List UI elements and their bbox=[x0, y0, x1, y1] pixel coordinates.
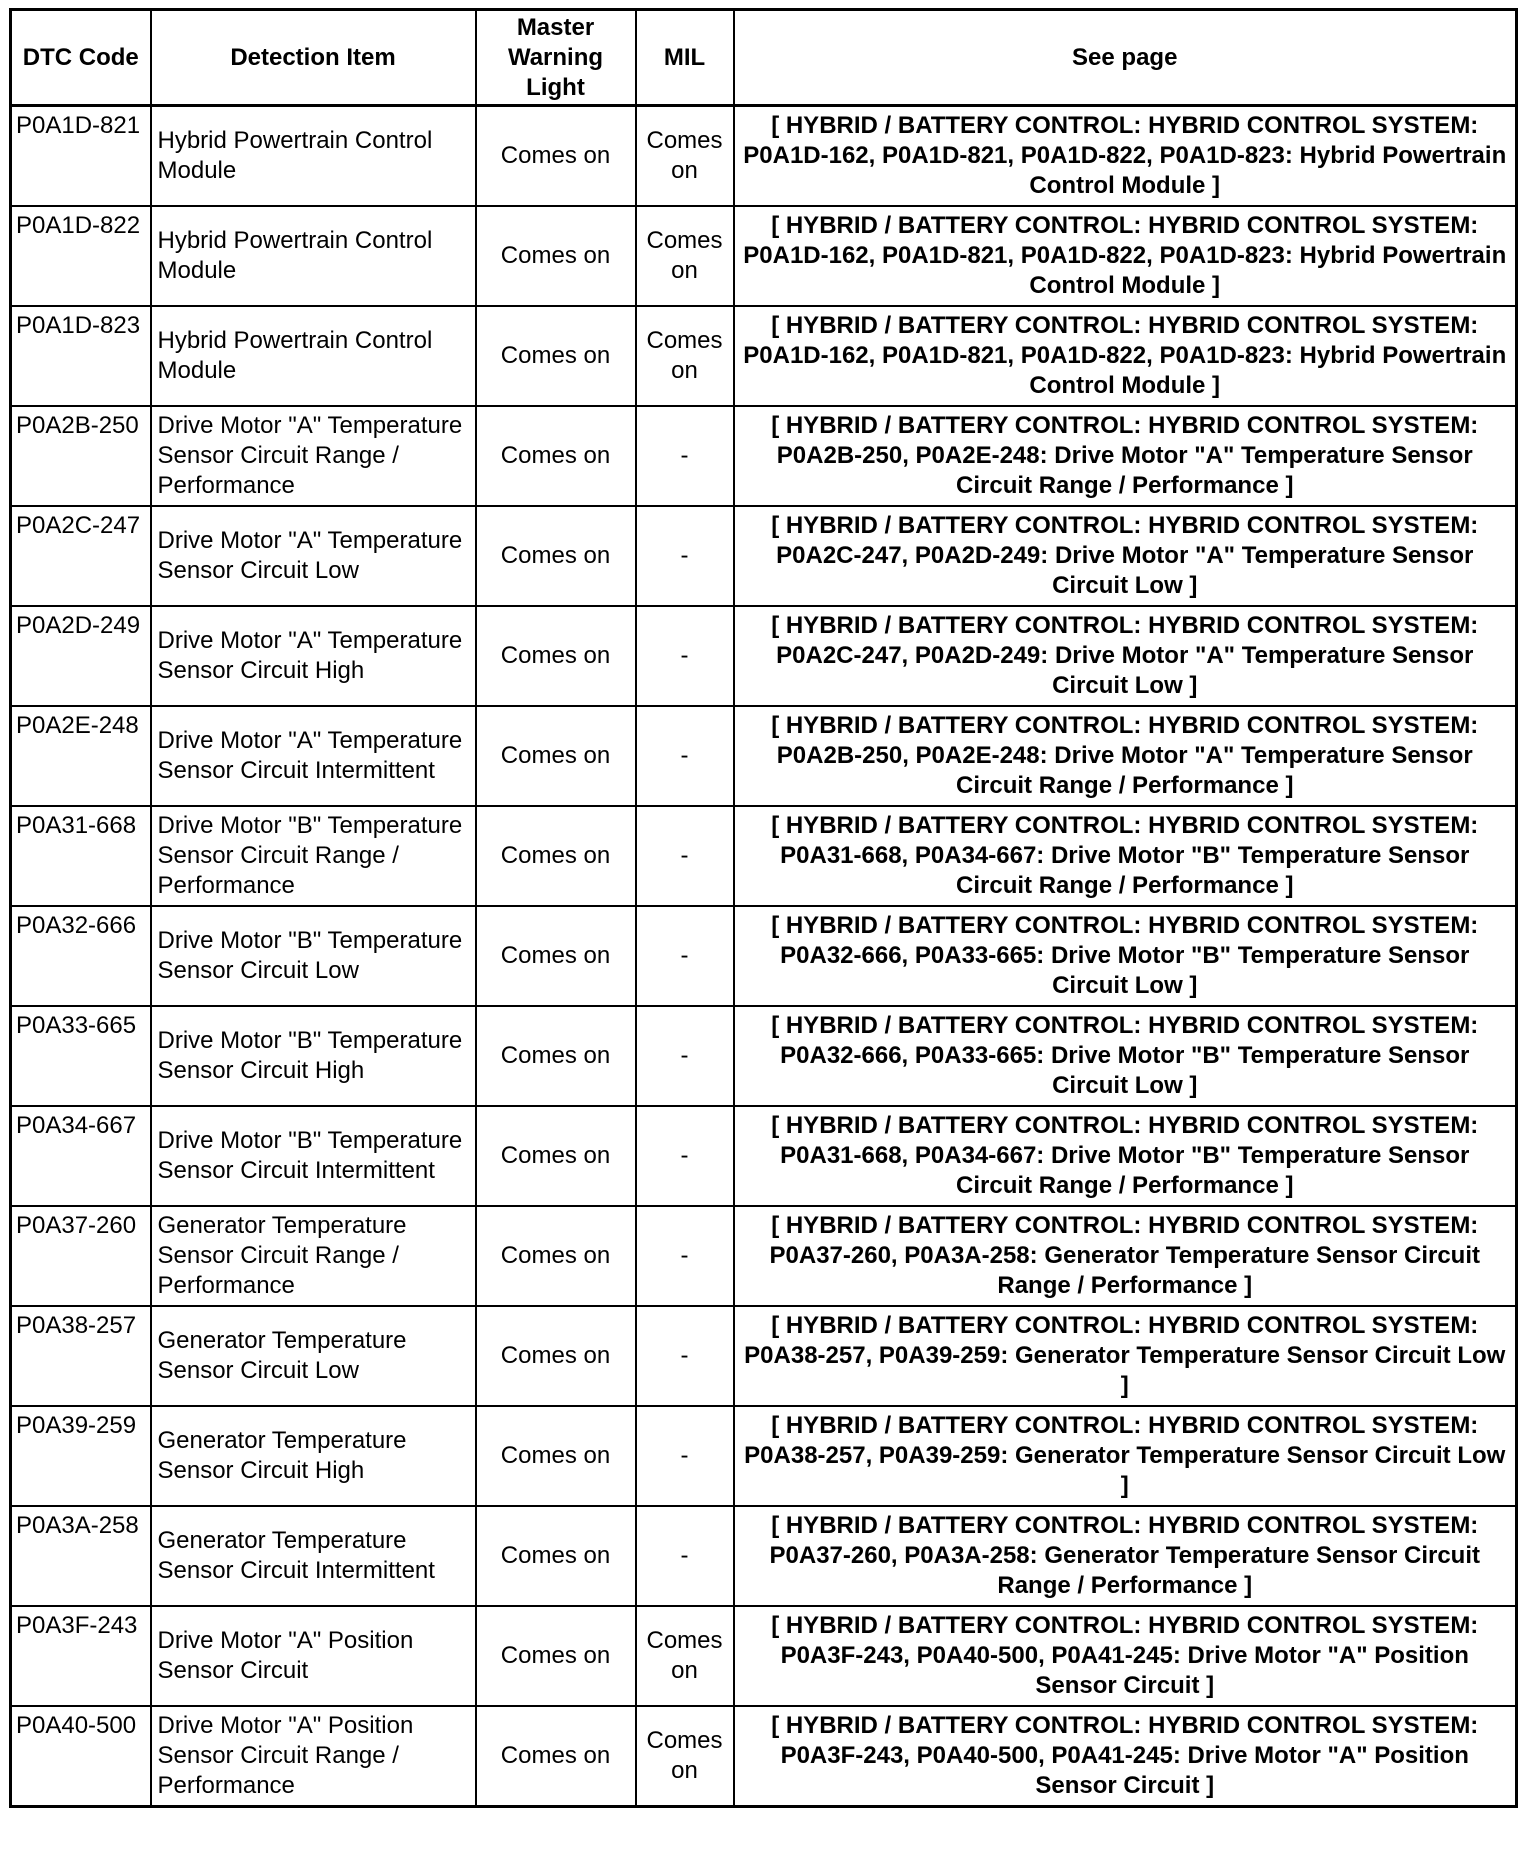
see-page-link[interactable]: [ HYBRID / BATTERY CONTROL: HYBRID CONTROL SYSTEM: P0A2B-250, P0A2E-248: Drive Motor "A" Temperature Sensor Circuit Range / Performance ] bbox=[734, 406, 1517, 506]
see-page-link[interactable]: [ HYBRID / BATTERY CONTROL: HYBRID CONTROL SYSTEM: P0A3F-243, P0A40-500, P0A41-245: Drive Motor "A" Position Sensor Circuit ] bbox=[734, 1606, 1517, 1706]
dtc-code-cell: P0A3A-258 bbox=[11, 1506, 151, 1606]
master-warning-light-cell: Comes on bbox=[476, 406, 636, 506]
detection-item-cell: Drive Motor "A" Position Sensor Circuit bbox=[151, 1606, 476, 1706]
detection-item-cell: Drive Motor "A" Position Sensor Circuit Range / Performance bbox=[151, 1706, 476, 1807]
see-page-link[interactable]: [ HYBRID / BATTERY CONTROL: HYBRID CONTROL SYSTEM: P0A1D-162, P0A1D-821, P0A1D-822, P0A1D-823: Hybrid Powertrain Control Module ] bbox=[734, 106, 1517, 207]
mil-cell: - bbox=[636, 506, 734, 606]
table-body bbox=[11, 106, 1517, 1807]
header-see-page: See page bbox=[734, 10, 1517, 106]
see-page-link[interactable]: [ HYBRID / BATTERY CONTROL: HYBRID CONTROL SYSTEM: P0A38-257, P0A39-259: Generator Temperature Sensor Circuit Low ] bbox=[734, 1406, 1517, 1506]
mil-cell: Comes on bbox=[636, 306, 734, 406]
mil-cell: Comes on bbox=[636, 106, 734, 207]
master-warning-light-cell: Comes on bbox=[476, 506, 636, 606]
master-warning-light-cell: Comes on bbox=[476, 106, 636, 207]
dtc-code-cell: P0A32-666 bbox=[11, 906, 151, 1006]
dtc-code-cell: P0A3F-243 bbox=[11, 1606, 151, 1706]
detection-item-cell: Drive Motor "A" Temperature Sensor Circuit High bbox=[151, 606, 476, 706]
detection-item-cell: Drive Motor "B" Temperature Sensor Circuit Intermittent bbox=[151, 1106, 476, 1206]
table-row bbox=[11, 1006, 1517, 1106]
see-page-link[interactable]: [ HYBRID / BATTERY CONTROL: HYBRID CONTROL SYSTEM: P0A31-668, P0A34-667: Drive Motor "B" Temperature Sensor Circuit Range / Performance ] bbox=[734, 1106, 1517, 1206]
mil-cell: - bbox=[636, 406, 734, 506]
dtc-code-cell: P0A33-665 bbox=[11, 1006, 151, 1106]
mil-cell: - bbox=[636, 1006, 734, 1106]
dtc-code-cell: P0A2C-247 bbox=[11, 506, 151, 606]
see-page-link[interactable]: [ HYBRID / BATTERY CONTROL: HYBRID CONTROL SYSTEM: P0A3F-243, P0A40-500, P0A41-245: Drive Motor "A" Position Sensor Circuit ] bbox=[734, 1706, 1517, 1807]
see-page-link[interactable]: [ HYBRID / BATTERY CONTROL: HYBRID CONTROL SYSTEM: P0A2C-247, P0A2D-249: Drive Motor "A" Temperature Sensor Circuit Low ] bbox=[734, 606, 1517, 706]
master-warning-light-cell: Comes on bbox=[476, 1606, 636, 1706]
mil-cell: - bbox=[636, 1306, 734, 1406]
mil-cell: Comes on bbox=[636, 1706, 734, 1807]
detection-item-cell: Generator Temperature Sensor Circuit Range / Performance bbox=[151, 1206, 476, 1306]
see-page-link[interactable]: [ HYBRID / BATTERY CONTROL: HYBRID CONTROL SYSTEM: P0A2B-250, P0A2E-248: Drive Motor "A" Temperature Sensor Circuit Range / Performance ] bbox=[734, 706, 1517, 806]
see-page-link[interactable]: [ HYBRID / BATTERY CONTROL: HYBRID CONTROL SYSTEM: P0A37-260, P0A3A-258: Generator Temperature Sensor Circuit Range / Performance ] bbox=[734, 1206, 1517, 1306]
table-row bbox=[11, 1606, 1517, 1706]
master-warning-light-cell: Comes on bbox=[476, 1006, 636, 1106]
see-page-link[interactable]: [ HYBRID / BATTERY CONTROL: HYBRID CONTROL SYSTEM: P0A2C-247, P0A2D-249: Drive Motor "A" Temperature Sensor Circuit Low ] bbox=[734, 506, 1517, 606]
dtc-code-cell: P0A38-257 bbox=[11, 1306, 151, 1406]
mil-cell: Comes on bbox=[636, 1606, 734, 1706]
see-page-link[interactable]: [ HYBRID / BATTERY CONTROL: HYBRID CONTROL SYSTEM: P0A31-668, P0A34-667: Drive Motor "B" Temperature Sensor Circuit Range / Performance ] bbox=[734, 806, 1517, 906]
dtc-code-cell: P0A37-260 bbox=[11, 1206, 151, 1306]
see-page-link[interactable]: [ HYBRID / BATTERY CONTROL: HYBRID CONTROL SYSTEM: P0A32-666, P0A33-665: Drive Motor "B" Temperature Sensor Circuit Low ] bbox=[734, 1006, 1517, 1106]
detection-item-cell: Hybrid Powertrain Control Module bbox=[151, 206, 476, 306]
dtc-code-cell: P0A1D-823 bbox=[11, 306, 151, 406]
master-warning-light-cell: Comes on bbox=[476, 306, 636, 406]
dtc-code-cell: P0A2B-250 bbox=[11, 406, 151, 506]
master-warning-light-cell: Comes on bbox=[476, 806, 636, 906]
table-row bbox=[11, 1706, 1517, 1807]
table-row bbox=[11, 106, 1517, 207]
mil-cell: - bbox=[636, 1106, 734, 1206]
mil-cell: - bbox=[636, 606, 734, 706]
table-row bbox=[11, 206, 1517, 306]
detection-item-cell: Drive Motor "A" Temperature Sensor Circuit Intermittent bbox=[151, 706, 476, 806]
mil-cell: - bbox=[636, 706, 734, 806]
detection-item-cell: Generator Temperature Sensor Circuit Intermittent bbox=[151, 1506, 476, 1606]
header-mil: MIL bbox=[636, 10, 734, 106]
master-warning-light-cell: Comes on bbox=[476, 1306, 636, 1406]
master-warning-light-cell: Comes on bbox=[476, 906, 636, 1006]
master-warning-light-cell: Comes on bbox=[476, 1106, 636, 1206]
header-dtc-code: DTC Code bbox=[11, 10, 151, 106]
master-warning-light-cell: Comes on bbox=[476, 1706, 636, 1807]
table-row bbox=[11, 906, 1517, 1006]
table-row bbox=[11, 1306, 1517, 1406]
dtc-table bbox=[9, 8, 1518, 1808]
dtc-code-cell: P0A31-668 bbox=[11, 806, 151, 906]
dtc-code-cell: P0A1D-821 bbox=[11, 106, 151, 207]
detection-item-cell: Generator Temperature Sensor Circuit High bbox=[151, 1406, 476, 1506]
mil-cell: - bbox=[636, 806, 734, 906]
header-detection-item: Detection Item bbox=[151, 10, 476, 106]
mil-cell: - bbox=[636, 1506, 734, 1606]
dtc-code-cell: P0A40-500 bbox=[11, 1706, 151, 1807]
master-warning-light-cell: Comes on bbox=[476, 1406, 636, 1506]
detection-item-cell: Drive Motor "B" Temperature Sensor Circuit Low bbox=[151, 906, 476, 1006]
master-warning-light-cell: Comes on bbox=[476, 706, 636, 806]
table-row bbox=[11, 706, 1517, 806]
detection-item-cell: Drive Motor "A" Temperature Sensor Circuit Range / Performance bbox=[151, 406, 476, 506]
see-page-link[interactable]: [ HYBRID / BATTERY CONTROL: HYBRID CONTROL SYSTEM: P0A1D-162, P0A1D-821, P0A1D-822, P0A1D-823: Hybrid Powertrain Control Module ] bbox=[734, 206, 1517, 306]
table-row bbox=[11, 1506, 1517, 1606]
detection-item-cell: Drive Motor "B" Temperature Sensor Circuit High bbox=[151, 1006, 476, 1106]
table-row bbox=[11, 806, 1517, 906]
dtc-code-cell: P0A34-667 bbox=[11, 1106, 151, 1206]
table-row bbox=[11, 1406, 1517, 1506]
mil-cell: - bbox=[636, 1206, 734, 1306]
see-page-link[interactable]: [ HYBRID / BATTERY CONTROL: HYBRID CONTROL SYSTEM: P0A32-666, P0A33-665: Drive Motor "B" Temperature Sensor Circuit Low ] bbox=[734, 906, 1517, 1006]
master-warning-light-cell: Comes on bbox=[476, 1206, 636, 1306]
table-row bbox=[11, 406, 1517, 506]
table-row bbox=[11, 1206, 1517, 1306]
see-page-link[interactable]: [ HYBRID / BATTERY CONTROL: HYBRID CONTROL SYSTEM: P0A38-257, P0A39-259: Generator Temperature Sensor Circuit Low ] bbox=[734, 1306, 1517, 1406]
header-master-warning-light: Master Warning Light bbox=[476, 10, 636, 106]
table-row bbox=[11, 1106, 1517, 1206]
see-page-link[interactable]: [ HYBRID / BATTERY CONTROL: HYBRID CONTROL SYSTEM: P0A1D-162, P0A1D-821, P0A1D-822, P0A1D-823: Hybrid Powertrain Control Module ] bbox=[734, 306, 1517, 406]
master-warning-light-cell: Comes on bbox=[476, 1506, 636, 1606]
dtc-code-cell: P0A1D-822 bbox=[11, 206, 151, 306]
detection-item-cell: Hybrid Powertrain Control Module bbox=[151, 106, 476, 207]
dtc-code-cell: P0A2E-248 bbox=[11, 706, 151, 806]
detection-item-cell: Drive Motor "B" Temperature Sensor Circuit Range / Performance bbox=[151, 806, 476, 906]
table-row bbox=[11, 506, 1517, 606]
detection-item-cell: Generator Temperature Sensor Circuit Low bbox=[151, 1306, 476, 1406]
detection-item-cell: Hybrid Powertrain Control Module bbox=[151, 306, 476, 406]
header-row bbox=[11, 10, 1517, 106]
dtc-code-cell: P0A39-259 bbox=[11, 1406, 151, 1506]
mil-cell: Comes on bbox=[636, 206, 734, 306]
master-warning-light-cell: Comes on bbox=[476, 206, 636, 306]
mil-cell: - bbox=[636, 1406, 734, 1506]
table-row bbox=[11, 606, 1517, 706]
mil-cell: - bbox=[636, 906, 734, 1006]
see-page-link[interactable]: [ HYBRID / BATTERY CONTROL: HYBRID CONTROL SYSTEM: P0A37-260, P0A3A-258: Generator Temperature Sensor Circuit Range / Performance ] bbox=[734, 1506, 1517, 1606]
master-warning-light-cell: Comes on bbox=[476, 606, 636, 706]
detection-item-cell: Drive Motor "A" Temperature Sensor Circuit Low bbox=[151, 506, 476, 606]
table-row bbox=[11, 306, 1517, 406]
dtc-code-cell: P0A2D-249 bbox=[11, 606, 151, 706]
